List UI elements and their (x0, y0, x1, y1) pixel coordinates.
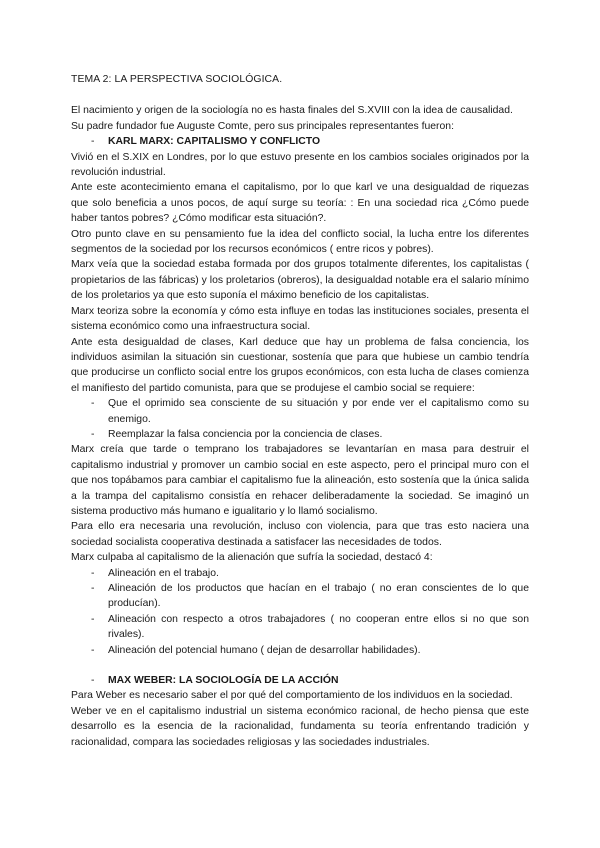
section-heading-text: MAX WEBER: LA SOCIOLOGÍA DE LA ACCIÓN (108, 675, 339, 687)
section-heading-text: KARL MARX: CAPITALISMO Y CONFLICTO (108, 136, 321, 148)
section-spacer (71, 658, 529, 673)
requirements-list (71, 396, 529, 442)
list-item (71, 396, 529, 427)
list-item (71, 427, 529, 442)
bullet-dash: - (91, 675, 95, 687)
intro-paragraph: El nacimiento y origen de la sociología no es hasta finales del S.XVIII con la idea de causalidad. (71, 105, 513, 117)
alienations-list (71, 566, 529, 658)
marx-paragraph: Marx creía que tarde o temprano los trabajadores se levantarían en masa para destruir el capitalismo industrial y promover un cambio social en este aspecto, pero el principal muro con el que nos topábamos para cambiar el capitalismo fue la alineación, esto sostenía que la única salida a la trampa del capitalismo consistía en rehacer deliberadamente la sociedad. Se imaginó un sistema productivo más humano e igualitario y lo llamó socialismo. (71, 444, 529, 517)
list-item (71, 643, 529, 658)
list-item-text: Reemplazar la falsa conciencia por la conciencia de clases. (108, 428, 383, 440)
marx-paragraph: Para ello era necesaria una revolución, incluso con violencia, para que tras esto naciera una sociedad socialista cooperativa destinada a satisfacer las necesidades de todos. (71, 521, 529, 548)
marx-paragraph: Otro punto clave en su pensamiento fue la idea del conflicto social, la lucha entre los diferentes segmentos de la sociedad por los recursos económicos ( entre ricos y pobres). (71, 228, 529, 256)
list-item (71, 612, 529, 643)
marx-paragraph: Marx culpaba al capitalismo de la alienación que sufría la sociedad, destacó 4: (71, 552, 433, 564)
bullet-dash: - (91, 644, 95, 656)
list-item-text: Alineación con respecto a otros trabajadores ( no cooperan entre ellos si no que son rivales). (108, 613, 529, 641)
section-heading-marx (71, 134, 529, 149)
bullet-dash: - (91, 398, 95, 410)
section-heading-weber (71, 673, 529, 688)
document-title: TEMA 2: LA PERSPECTIVA SOCIOLÓGICA. (71, 74, 283, 85)
bullet-dash: - (91, 428, 95, 440)
marx-paragraph: Marx veía que la sociedad estaba formada por dos grupos totalmente diferentes, los capitalistas ( propietarios de las fábricas) y los proletarios (obreros), la desigualdad notable era el salario mínimo de los proletarios ya que esto suponía el máximo beneficio de los capitalistas. (71, 259, 529, 302)
bullet-dash: - (91, 613, 95, 625)
list-item-text: Que el oprimido sea consciente de su situación y por ende ver el capitalismo como su enemigo. (108, 398, 529, 425)
marx-paragraph: Ante este acontecimiento emana el capitalismo, por lo que karl ve una desigualdad de riquezas que solo beneficia a unos pocos, de aquí surge su teoría: : En una sociedad rica ¿Cómo puede haber tantos pobres? ¿Cómo modificar esta situación?. (71, 182, 529, 225)
weber-paragraph: Para Weber es necesario saber el por qué del comportamiento de los individuos en la sociedad. (71, 690, 513, 702)
marx-paragraph: Vivió en el S.XIX en Londres, por lo que estuvo presente en los cambios sociales originados por la revolución industrial. (71, 151, 529, 179)
list-item-text: Alineación de los productos que hacían en el trabajo ( no eran conscientes de lo que producían). (108, 583, 529, 610)
bullet-dash: - (91, 567, 95, 579)
list-item-text: Alineación del potencial humano ( dejan de desarrollar habilidades). (108, 644, 421, 656)
bullet-dash: - (91, 583, 95, 594)
weber-paragraph: Weber ve en el capitalismo industrial un sistema económico racional, de hecho piensa que este desarrollo es la esencia de la racionalidad, fundamenta su teoría enfrentando tradición y racionalidad, compara las sociedades religiosas y las sociedades industriales. (71, 705, 529, 748)
list-item (71, 566, 529, 581)
intro-paragraph: Su padre fundador fue Auguste Comte, pero sus principales representantes fueron: (71, 120, 454, 132)
marx-paragraph: Marx teoriza sobre la economía y cómo esta influye en todas las instituciones sociales, presenta el sistema económico como una infraestructura social. (71, 305, 529, 333)
list-item-text: Alineación en el trabajo. (108, 567, 219, 579)
bullet-dash: - (91, 136, 95, 148)
list-item (71, 581, 529, 612)
marx-paragraph: Ante esta desigualdad de clases, Karl deduce que hay un problema de falsa conciencia, los individuos asimilan la situación sin cuestionar, sostenía que para que hubiese un cambio tendría que producirse un conflicto social entre los grupos económicos, con esta lucha de clases comienza el manifiesto del partido comunista, para que se produjese el cambio social se requiere: (71, 336, 529, 394)
